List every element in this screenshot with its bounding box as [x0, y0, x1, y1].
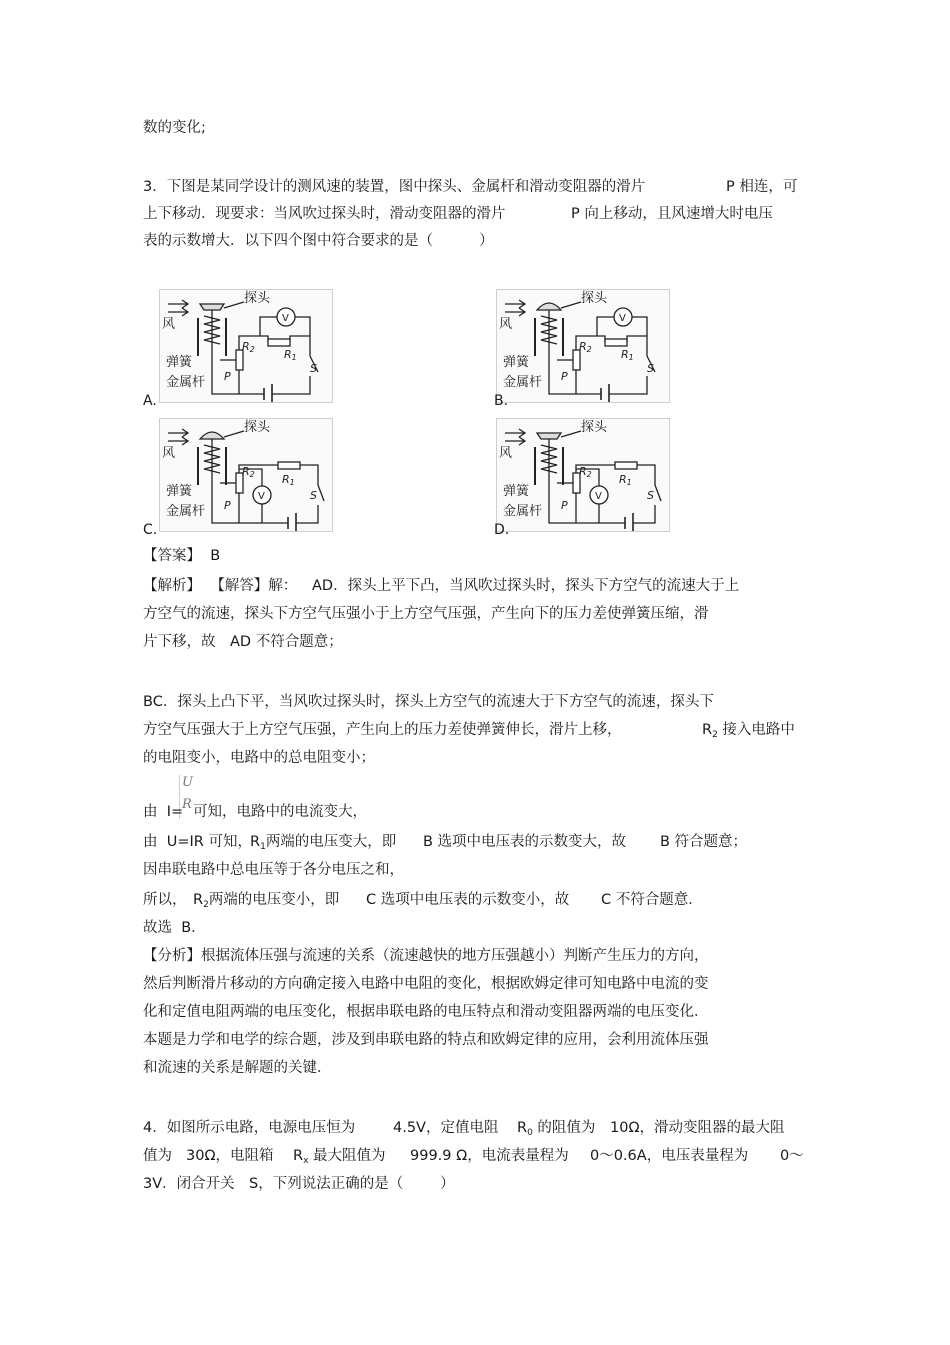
answer-value: B — [210, 548, 221, 564]
option-c-label: C. — [143, 522, 158, 538]
analysis-line-3-tail: AD 不符合题意； — [230, 634, 343, 650]
q4-line-3b: S，下列说法正确的是（ ） — [249, 1176, 455, 1192]
bc-line-1: BC．探头上凸下平，当风吹过探头时，探头上方空气的流速大于下方空气的流速，探头下 — [143, 694, 714, 710]
fraction-denominator: R — [182, 797, 192, 812]
so-line-end: C 不符合题意． — [601, 892, 703, 908]
q4-line-2f: 0～0.6A，电压表量程为 — [590, 1148, 749, 1164]
figure-a — [159, 289, 333, 403]
circuit-diagram-d — [497, 419, 669, 531]
series-line: 因串联电路中总电压等于各分电压之和， — [143, 862, 404, 878]
slider-label-d: P — [561, 499, 568, 512]
q3-line-1: 3．下图是某同学设计的测风速的装置，图中探头、金属杆和滑动变阻器的滑片 — [143, 179, 646, 195]
slider-label-c: P — [224, 499, 231, 512]
q4-line-2c: $R_x$ 最大阻值为 — [293, 1148, 386, 1166]
r2-label-a: R2 — [242, 340, 255, 354]
r2-label-c: R2 — [242, 465, 255, 479]
voltmeter-label-d: V — [595, 491, 602, 502]
voltmeter-label-a: V — [282, 313, 289, 324]
r2-label-b: R2 — [579, 340, 592, 354]
q4-line-1c: $R_0$ 的阻值为 — [517, 1120, 596, 1138]
switch-label-b: S — [647, 362, 654, 375]
circuit-diagram-c — [160, 419, 332, 531]
voltmeter-label-c: V — [258, 491, 265, 502]
spring-label-c: 弹簧 — [166, 484, 193, 499]
ohm-line-2-right: B 选项中电压表的示数变大，故 — [423, 834, 627, 850]
q4-line-2b: 30Ω，电阻箱 — [186, 1148, 274, 1164]
q4-line-3a: 3V．闭合开关 — [143, 1176, 235, 1192]
analysis-line-1-tail: AD．探头上平下凸，当风吹过探头时，探头下方空气的流速大于上 — [312, 578, 740, 594]
analysis-line-1: 【解析】 【解答】解： — [143, 578, 298, 594]
probe-label-d: 探头 — [581, 420, 608, 435]
q3-line-2: 上下移动．现要求：当风吹过探头时，滑动变阻器的滑片 — [143, 206, 506, 222]
answer-line — [143, 546, 220, 566]
switch-label-c: S — [310, 489, 317, 502]
spring-label-d: 弹簧 — [503, 484, 530, 499]
so-line-mid: $R_2$两端的电压变小，即 — [193, 892, 340, 910]
q3-line-2-tail: P 向上移动，且风速增大时电压 — [571, 206, 773, 222]
fenxi-line-2: 然后判断滑片移动的方向确定接入电路中电阻的变化，根据欧姆定律可知电路中电流的变 — [143, 976, 709, 992]
ohm-line-2-end: B 符合题意； — [660, 834, 748, 850]
so-line: 所以， — [143, 892, 187, 908]
q4-line-1e: 10Ω，滑动变阻器的最大阻 — [610, 1120, 785, 1136]
spring-label-a: 弹簧 — [166, 355, 193, 370]
r1-label-c: R1 — [282, 473, 295, 487]
choose-line: 故选 B． — [143, 920, 206, 936]
switch-label-d: S — [647, 489, 654, 502]
wind-label-c: 风 — [162, 446, 176, 461]
option-a-label: A. — [143, 393, 157, 409]
r1-label-d: R1 — [619, 473, 632, 487]
fenxi-line-4: 本题是力学和电学的综合题，涉及到串联电路的特点和欧姆定律的应用，会利用流体压强 — [143, 1032, 709, 1048]
top-fragment: 数的变化; — [143, 120, 206, 136]
voltmeter-label-b: V — [619, 313, 626, 324]
option-d-label: D. — [494, 522, 510, 538]
slider-label-b: P — [561, 370, 568, 383]
fenxi-line-3: 化和定值电阻两端的电压变化，根据串联电路的电压特点和滑动变阻器两端的电压变化． — [143, 1004, 709, 1020]
q3-line-1-tail: P 相连，可 — [726, 179, 798, 195]
wind-label-d: 风 — [499, 446, 513, 461]
ohm-line-2-mid: $R_1$两端的电压变大，即 — [250, 834, 397, 852]
analysis-line-2: 方空气的流速，探头下方空气压强小于上方空气压强，产生向下的压力差使弹簧压缩，滑 — [143, 606, 709, 622]
slider-label-a: P — [224, 370, 231, 383]
wind-label-b: 风 — [499, 317, 513, 332]
answer-tag: 【答案】 — [143, 548, 201, 564]
switch-label-a: S — [310, 362, 317, 375]
rod-label-c: 金属杆 — [166, 504, 206, 519]
r1-label-a: R1 — [284, 348, 297, 362]
q3-line-3: 表的示数增大．以下四个图中符合要求的是（ ） — [143, 233, 494, 249]
circuit-diagram-a — [160, 290, 332, 402]
circuit-diagram-b — [497, 290, 669, 402]
q4-line-1a: 4．如图所示电路，电源电压恒为 — [143, 1120, 356, 1136]
analysis-line-3: 片下移，故 — [143, 634, 216, 650]
fraction-numerator: U — [182, 775, 193, 790]
r1-label-b: R1 — [621, 348, 634, 362]
q4-line-2g: 0～ — [780, 1148, 804, 1164]
r2-label-d: R2 — [579, 465, 592, 479]
bc-line-3: 的电阻变小，电路中的总电阻变小； — [143, 750, 375, 766]
figure-d — [496, 418, 670, 532]
q3-number: 3． — [143, 179, 167, 195]
ohm-line-1: 由 I= — [143, 804, 184, 820]
spring-label-b: 弹簧 — [503, 355, 530, 370]
q4-line-2e: 999.9 Ω，电流表量程为 — [410, 1148, 569, 1164]
probe-label-c: 探头 — [244, 420, 271, 435]
fenxi-line-5: 和流速的关系是解题的关键． — [143, 1060, 332, 1076]
ohm-line-2: 由 U=IR 可知， — [143, 834, 252, 850]
so-line-right: C 选项中电压表的示数变小，故 — [366, 892, 570, 908]
rod-label-d: 金属杆 — [503, 504, 543, 519]
fenxi-line-1: 【分析】根据流体压强与流速的关系（流速越快的地方压强越小）判断产生压力的方向， — [143, 948, 709, 964]
bc-line-2: 方空气压强大于上方空气压强，产生向上的压力差使弹簧伸长，滑片上移， — [143, 722, 622, 738]
bc-line-2-tail: $R_2$ 接入电路中 — [702, 722, 795, 740]
probe-label-b: 探头 — [581, 291, 608, 306]
option-b-label: B. — [494, 393, 509, 409]
probe-label-a: 探头 — [244, 291, 271, 306]
ohm-line-1-tail: 可知，电路中的电流变大， — [193, 804, 367, 820]
q4-line-2a: 值为 — [143, 1148, 172, 1164]
figure-c — [159, 418, 333, 532]
rod-label-b: 金属杆 — [503, 375, 543, 390]
rod-label-a: 金属杆 — [166, 375, 206, 390]
figure-b — [496, 289, 670, 403]
q4-line-1b: 4.5V，定值电阻 — [393, 1120, 499, 1136]
wind-label-a: 风 — [162, 317, 176, 332]
